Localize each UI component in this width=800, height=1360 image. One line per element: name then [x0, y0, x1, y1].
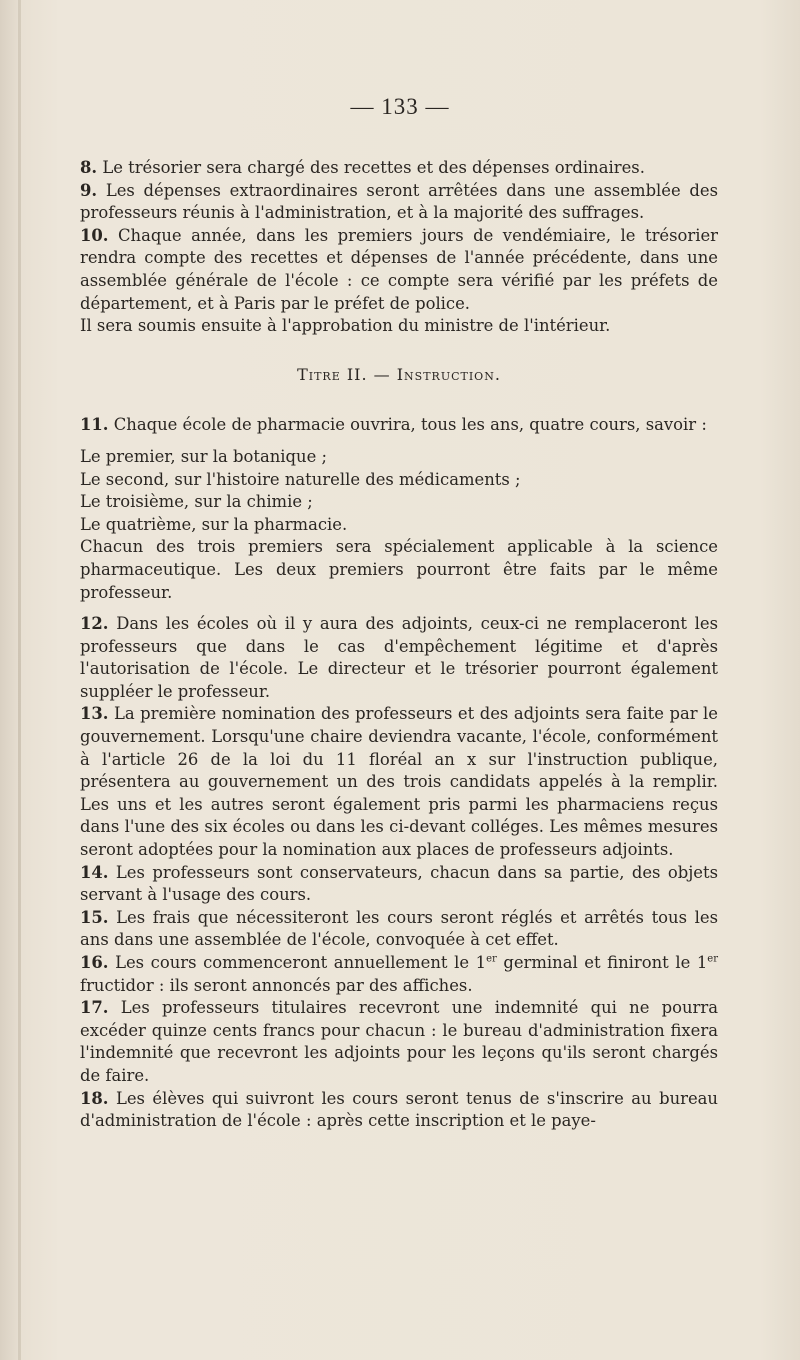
article-number: 8.	[80, 158, 98, 177]
list-item: Le quatrième, sur la pharmacie.	[80, 514, 348, 534]
list-item: Le troisième, sur la chimie ;	[80, 492, 313, 512]
article-number: 9.	[80, 180, 98, 200]
article-10: 10. Chaque année, dans les premiers jours de vendémiaire, le trésorier rendra compte des recettes et dépenses de l'année précédente, dans une assemblée générale de l'école : ce compte sera vérifié par les préfets de département, et à Paris par le préfet de police.	[80, 225, 718, 313]
binding-gutter	[18, 0, 21, 1360]
article-number: 17.	[80, 998, 109, 1018]
spacer	[80, 604, 718, 613]
list-item: Le second, sur l'histoire naturelle des médicaments ;	[80, 469, 521, 489]
article-number: 14.	[80, 862, 109, 882]
article-16: 16. Les cours commenceront annuellement le 1er germinal et finiront le 1er fructidor : ils seront annoncés par des affiches.	[80, 953, 718, 995]
page-number: — 133 —	[350, 94, 450, 119]
article-9: 9. Les dépenses extraordinaires seront arrêtées dans une assemblée des professeurs réunis à l'administration, et à la majorité des suffrages.	[80, 180, 718, 223]
article-18: 18. Les élèves qui suivront les cours seront tenus de s'inscrire au bureau d'administration de l'école : après cette inscription et le paye-	[80, 1088, 718, 1131]
article-13: 13. La première nomination des professeurs et des adjoints sera faite par le gouvernement. Lorsqu'une chaire deviendra vacante, l'école, conformément à l'article 26 de la loi du 11 floréal an x sur l'instruction publique, présentera au gouvernement un des trois candidats appelés à la remplir. Les uns et les autres seront également pris parmi les pharmaciens reçus dans l'une des six écoles ou dans les ci-devant colléges. Les mêmes mesures seront adoptées pour la nomination aux places de professeurs adjoints.	[80, 704, 718, 860]
list-item: Le premier, sur la botanique ;	[80, 446, 327, 466]
article-11-continued: Chacun des trois premiers sera spécialement applicable à la science pharmaceutique. Les deux premiers pourront être faits par le même professeur.	[80, 537, 718, 602]
section-title: Titre II. — Instruction.	[297, 364, 501, 384]
article-number: 10.	[80, 225, 109, 245]
article-8: 8. Le trésorier sera chargé des recettes et des dépenses ordinaires.	[80, 158, 645, 177]
article-number: 12.	[80, 614, 109, 634]
body-text	[80, 157, 718, 1133]
article-number: 16.	[80, 953, 109, 972]
article-14: 14. Les professeurs sont conservateurs, chacun dans sa partie, des objets servant à l'usage des cours.	[80, 862, 718, 905]
article-10-continued: Il sera soumis ensuite à l'approbation du ministre de l'intérieur.	[80, 316, 611, 336]
article-12: 12. Dans les écoles où il y aura des adjoints, ceux-ci ne remplaceront les professeurs que dans le cas d'empêchement légitime et d'après l'autorisation de l'école. Le directeur et le trésorier pourront également suppléer le professeur.	[80, 614, 718, 701]
article-15: 15. Les frais que nécessiteront les cours seront réglés et arrêtés tous les ans dans une assemblée de l'école, convoquée à cet effet.	[80, 907, 718, 950]
article-number: 11.	[80, 415, 109, 435]
article-number: 15.	[80, 907, 109, 927]
article-11: 11. Chaque école de pharmacie ouvrira, tous les ans, quatre cours, savoir :	[80, 415, 707, 435]
article-17: 17. Les professeurs titulaires recevront une indemnité qui ne pourra excéder quinze cents francs pour chacun : le bureau d'administration fixera l'indemnité que recevront les adjoints pour les leçons qu'ils seront chargés de faire.	[80, 998, 718, 1085]
spacer	[80, 437, 718, 446]
article-number: 13.	[80, 704, 109, 724]
article-number: 18.	[80, 1088, 109, 1108]
